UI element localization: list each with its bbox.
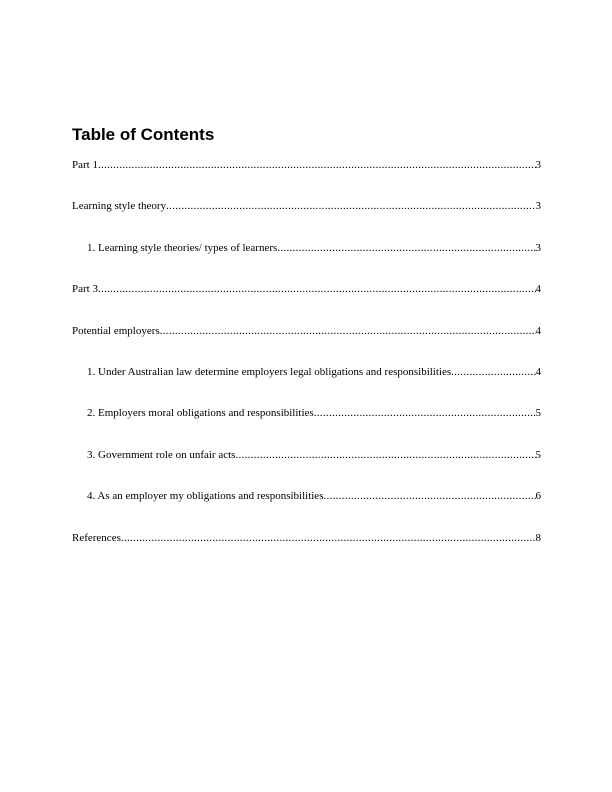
- toc-entry-text: Part 3: [72, 283, 98, 296]
- toc-entry-government-role[interactable]: [72, 448, 541, 489]
- dot-leader: [277, 241, 535, 256]
- toc-page-number: 3: [535, 159, 541, 171]
- dot-leader: [121, 531, 536, 546]
- toc-entry-text: 2. Employers moral obligations and responsibilities: [87, 407, 314, 420]
- dot-leader: [235, 448, 535, 463]
- toc-entry-text: Learning style theory: [72, 200, 167, 213]
- toc-entry-australian-law[interactable]: [72, 365, 541, 406]
- toc-page-number: 5: [535, 407, 541, 420]
- dot-leader: [323, 489, 535, 504]
- toc-entry-employer-obligations[interactable]: [72, 489, 541, 530]
- dot-leader: [98, 158, 536, 173]
- toc-entry-moral-obligations[interactable]: [72, 406, 541, 447]
- toc-entry-text: Potential employers: [72, 324, 160, 337]
- toc-page-number: 5: [535, 448, 541, 461]
- toc-entry-references[interactable]: [72, 531, 541, 572]
- dot-leader: [160, 324, 536, 339]
- dot-leader: [166, 199, 535, 214]
- toc-page-number: 4: [535, 324, 541, 337]
- toc-entry-text: 1. Under Australian law determine employers legal obligations and responsibilities: [87, 365, 452, 378]
- toc-list: [72, 158, 541, 572]
- toc-entry-text: Part 1: [72, 159, 98, 171]
- toc-page-number: 4: [535, 283, 541, 296]
- toc-entry-learning-style-theories[interactable]: [72, 241, 541, 282]
- toc-entry-text: 3. Government role on unfair acts: [87, 448, 236, 461]
- toc-entry-potential-employers[interactable]: [72, 324, 541, 365]
- dot-leader: [98, 282, 536, 297]
- dot-leader: [451, 365, 535, 380]
- toc-entry-text: 4. As an employer my obligations and responsibilities: [87, 490, 324, 503]
- toc-entry-text: 1. Learning style theories/ types of learners: [87, 241, 278, 254]
- toc-page-number: 3: [535, 241, 541, 254]
- toc-page-number: 6: [535, 490, 541, 503]
- toc-page-number: 3: [535, 200, 541, 213]
- toc-entry-part-1[interactable]: [72, 158, 541, 199]
- toc-page-number: 4: [535, 365, 541, 378]
- toc-entry-part-3[interactable]: [72, 282, 541, 323]
- toc-entry-learning-style-theory[interactable]: [72, 199, 541, 240]
- toc-page-number: 8: [535, 531, 541, 544]
- dot-leader: [314, 406, 536, 421]
- toc-entry-text: References: [72, 531, 121, 544]
- toc-title: Table of Contents: [72, 125, 215, 144]
